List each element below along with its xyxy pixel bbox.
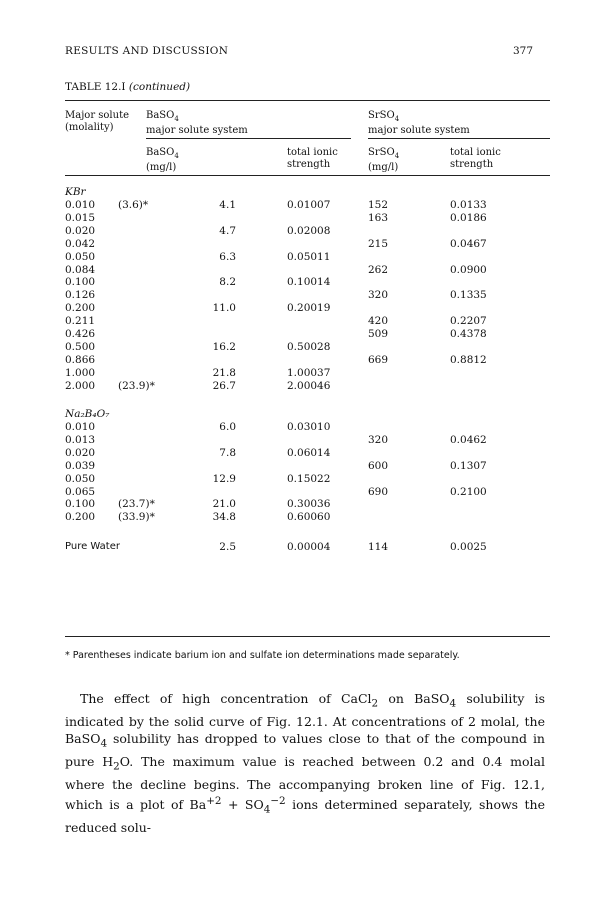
na-row-srso4-cell: 690: [368, 485, 389, 498]
header-major-solute: [65, 110, 129, 134]
na-row-baso4-cell: 6.0: [219, 421, 236, 433]
pure-water-ionic2-cell: 0.0025: [450, 541, 487, 553]
kbr-row-srso4-cell: 509: [368, 328, 389, 340]
kbr-row-molality-cell: 0.050: [65, 250, 96, 263]
kbr-row-ionic1-cell: 0.01007: [287, 199, 331, 211]
body-paragraph: [65, 690, 545, 836]
table-caption-continued: (continued): [128, 81, 191, 93]
na-row-sep-cell: (33.9)*: [118, 511, 155, 524]
kbr-row-baso4-cell: 4.7: [219, 224, 236, 237]
header-total-ionic-2-line2: strength: [450, 159, 494, 170]
na-row-sep-cell: (23.7)*: [118, 498, 155, 511]
na-row-molality-cell: 0.010: [65, 421, 96, 433]
page-number: 377: [513, 45, 534, 57]
kbr-row-srso4-cell: 163: [368, 211, 389, 224]
kbr-row-ionic2-cell: 0.8812: [450, 353, 487, 366]
kbr-row-ionic1-cell: 2.00046: [287, 379, 331, 392]
header-baso4-mg: [146, 147, 179, 174]
na-row-baso4-cell: 34.8: [212, 511, 236, 524]
kbr-row-molality-cell: 0.500: [65, 340, 96, 353]
header-major-solute-line2: (molality): [65, 122, 114, 133]
pure-water-ionic1-cell: 0.00004: [287, 541, 331, 553]
na-row-ionic2-cell: 0.0462: [450, 433, 487, 446]
pure-water-srso4-cell: 114: [368, 541, 389, 553]
kbr-row-srso4-cell: 420: [368, 315, 389, 328]
na-row-molality-cell: 0.100: [65, 498, 96, 511]
pure-water-molality-cell: Pure Water: [65, 541, 120, 552]
group-rule-baso4: [146, 138, 351, 139]
na-row-ionic2-cell: 0.1307: [450, 459, 487, 472]
na-row-baso4-cell: 12.9: [212, 472, 236, 485]
na-row-ionic1-cell: 0.06014: [287, 446, 331, 459]
header-total-ionic-2-line1: total ionic: [450, 147, 501, 158]
header-baso4-mg-line2: (mg/l): [146, 162, 177, 173]
na-row-ionic2-cell: 0.2100: [450, 485, 487, 498]
kbr-row-baso4-cell: 11.0: [212, 302, 236, 315]
group-rule-srso4: [368, 138, 550, 139]
header-total-ionic-1-line2: strength: [287, 159, 331, 170]
header-srso4-system-line1: SrSO$_4$: [368, 110, 400, 123]
header-major-solute-line1: Major solute: [65, 110, 130, 121]
na-row-molality-cell: 0.020: [65, 446, 96, 459]
kbr-row-srso4-cell: 262: [368, 263, 389, 276]
na-row-ionic1-cell: 0.30036: [287, 498, 331, 511]
kbr-row-molality-cell: 1.000: [65, 366, 96, 379]
na-row-molality-cell: 0.200: [65, 511, 96, 524]
header-srso4-mg-line1: SrSO$_4$: [368, 147, 400, 160]
section-kbr-label: KBr: [65, 186, 86, 198]
kbr-row-ionic2-cell: 0.1335: [450, 289, 487, 302]
na-row-molality-cell: 0.039: [65, 459, 96, 472]
na-row-molality-cell: 0.013: [65, 433, 96, 446]
header-total-ionic-1-line1: total ionic: [287, 147, 338, 158]
header-srso4-mg: [368, 147, 399, 174]
na-row-ionic1-cell: 0.15022: [287, 472, 331, 485]
kbr-row-ionic1-cell: 0.50028: [287, 340, 331, 353]
na-row-srso4-cell: 320: [368, 433, 389, 446]
kbr-row-ionic1-cell: 1.00037: [287, 366, 331, 379]
footnote-rule: [65, 636, 550, 637]
kbr-row-baso4-cell: 26.7: [212, 379, 236, 392]
kbr-row-srso4-cell: 669: [368, 353, 389, 366]
kbr-row-molality-cell: 0.866: [65, 353, 96, 366]
header-srso4-mg-line2: (mg/l): [368, 162, 399, 173]
table-caption-label: TABLE 12.I: [65, 81, 126, 93]
na-row-srso4-cell: 600: [368, 459, 389, 472]
kbr-row-ionic1-cell: 0.20019: [287, 302, 331, 315]
section-na2b4o7-label: Na₂B₄O₇: [65, 408, 110, 420]
kbr-row-molality-cell: 0.126: [65, 289, 96, 302]
kbr-row-ionic2-cell: 0.4378: [450, 328, 487, 340]
header-baso4-mg-line1: BaSO$_4$: [146, 147, 179, 160]
header-baso4-system: [146, 110, 248, 137]
kbr-row-baso4-cell: 4.1: [219, 199, 236, 211]
na-row-baso4-cell: 21.0: [212, 498, 236, 511]
header-total-ionic-1: [287, 147, 338, 171]
kbr-row-ionic2-cell: 0.0467: [450, 237, 487, 250]
kbr-row-srso4-cell: 215: [368, 237, 389, 250]
kbr-row-sep-cell: (23.9)*: [118, 379, 155, 392]
kbr-row-baso4-cell: 8.2: [219, 276, 236, 289]
table-top-rule: [65, 100, 550, 101]
kbr-row-ionic1-cell: 0.05011: [287, 250, 331, 263]
kbr-row-ionic2-cell: 0.0186: [450, 211, 487, 224]
kbr-row-molality-cell: 0.042: [65, 237, 96, 250]
table-caption: [65, 81, 190, 93]
na-row-molality-cell: 0.050: [65, 472, 96, 485]
pure-water-baso4-cell: 2.5: [219, 541, 236, 553]
body-paragraph-text: The effect of high concentration of CaCl$_2$ on BaSO$_4$ solubility is indicated by the solid curve of Fig. 12.1. At concentrations of 2 molal, the BaSO$_4$ solubility has dropped to values close to that of the compound in pure $H_2O$. The maximum value is reached between 0.2 and 0.4 molal where the decline begins. The accompanying broken line of Fig. 12.1, which is a plot of $Ba^{+2} + SO_4^{-2}$ ions determined separately, shows the reduced solu-: [65, 691, 546, 835]
kbr-row-sep-cell: (3.6)*: [118, 199, 149, 211]
header-baso4-system-line2: major solute system: [146, 125, 248, 136]
kbr-row-molality-cell: 2.000: [65, 379, 96, 392]
kbr-row-molality-cell: 0.211: [65, 315, 96, 328]
kbr-row-srso4-cell: 152: [368, 199, 389, 211]
kbr-row-molality-cell: 0.100: [65, 276, 96, 289]
kbr-row-molality-cell: 0.084: [65, 263, 96, 276]
table-footnote: * Parentheses indicate barium ion and sulfate ion determinations made separately.: [65, 650, 460, 661]
na-row-ionic1-cell: 0.03010: [287, 421, 331, 433]
kbr-row-molality-cell: 0.200: [65, 302, 96, 315]
kbr-row-srso4-cell: 320: [368, 289, 389, 302]
header-srso4-system: [368, 110, 470, 137]
header-total-ionic-2: [450, 147, 501, 171]
kbr-row-ionic2-cell: 0.2207: [450, 315, 487, 328]
na-row-molality-cell: 0.065: [65, 485, 96, 498]
kbr-row-ionic2-cell: 0.0133: [450, 199, 487, 211]
kbr-row-ionic1-cell: 0.10014: [287, 276, 331, 289]
kbr-row-baso4-cell: 16.2: [212, 340, 236, 353]
header-bottom-rule: [65, 175, 550, 176]
kbr-row-molality-cell: 0.010: [65, 199, 96, 211]
header-srso4-system-line2: major solute system: [368, 125, 470, 136]
kbr-row-baso4-cell: 21.8: [212, 366, 236, 379]
kbr-row-molality-cell: 0.426: [65, 328, 96, 340]
kbr-row-ionic2-cell: 0.0900: [450, 263, 487, 276]
kbr-row-baso4-cell: 6.3: [219, 250, 236, 263]
kbr-row-molality-cell: 0.015: [65, 211, 96, 224]
kbr-row-molality-cell: 0.020: [65, 224, 96, 237]
na-row-baso4-cell: 7.8: [219, 446, 236, 459]
na-row-ionic1-cell: 0.60060: [287, 511, 331, 524]
running-head: RESULTS AND DISCUSSION: [65, 45, 229, 57]
kbr-row-ionic1-cell: 0.02008: [287, 224, 331, 237]
header-baso4-system-line1: BaSO$_4$: [146, 110, 179, 123]
